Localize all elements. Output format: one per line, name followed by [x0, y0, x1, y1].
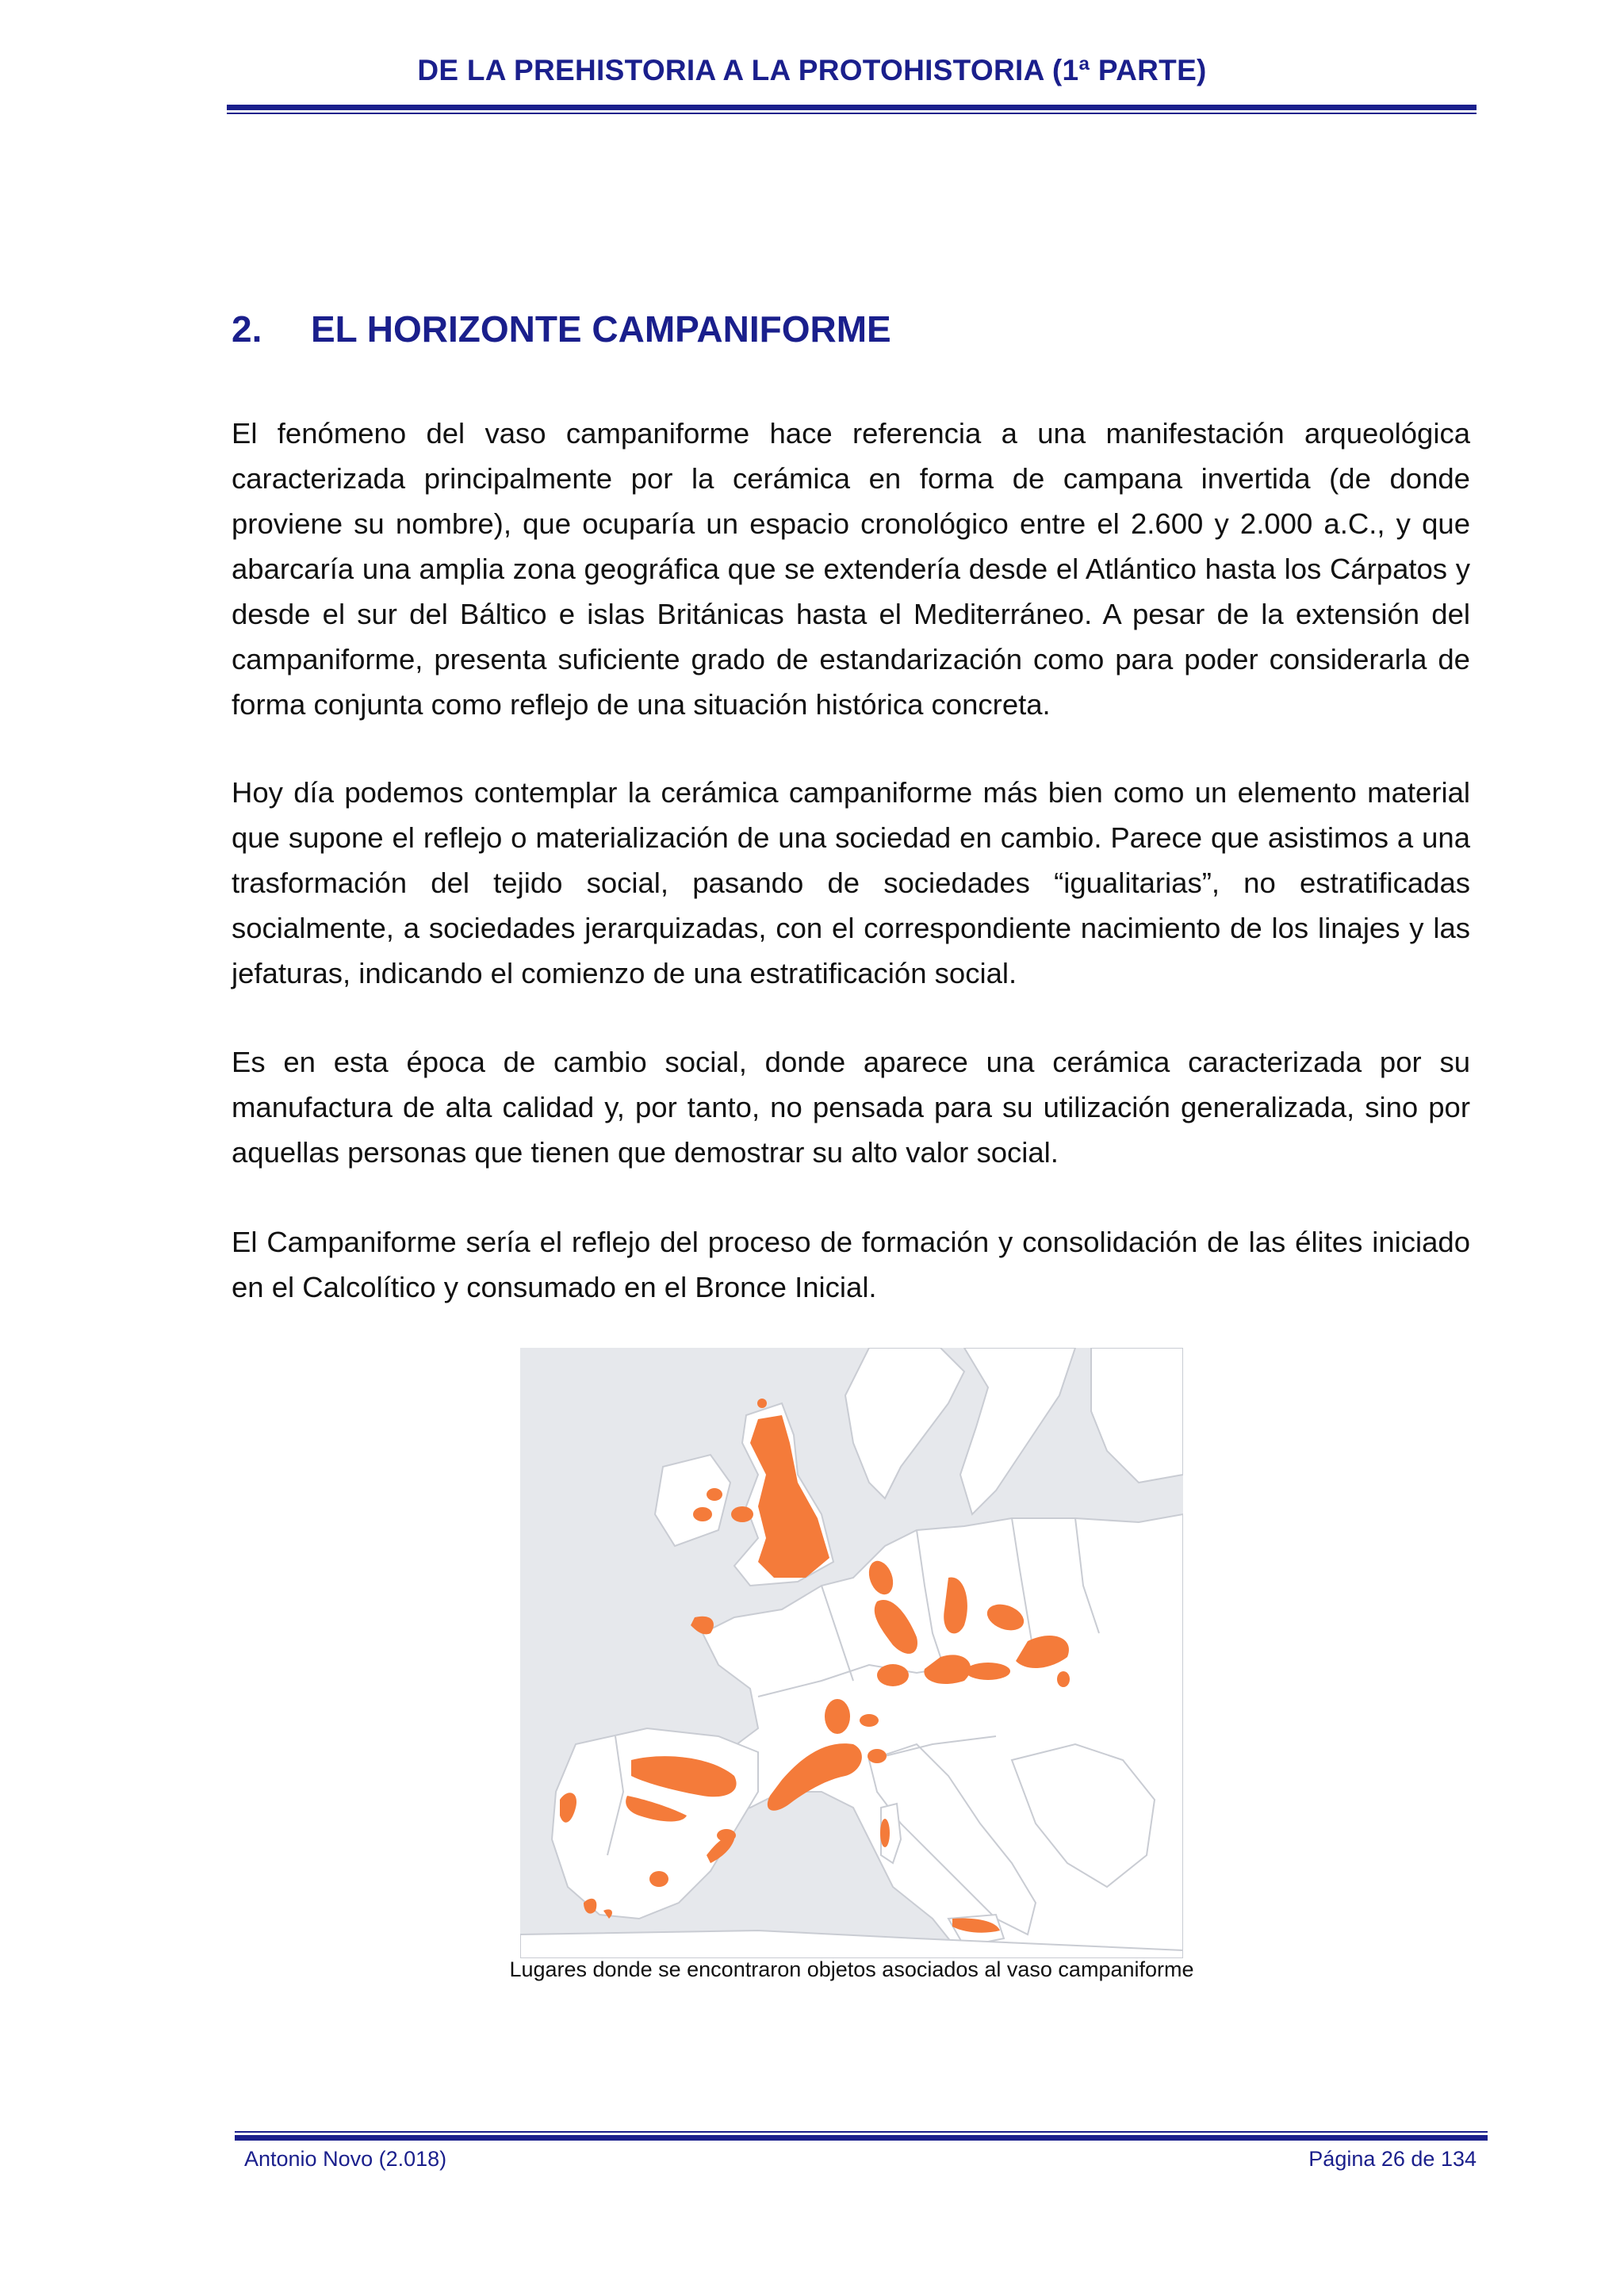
header-divider-thin	[227, 113, 1477, 114]
footer-page-number: Página 26 de 134	[1308, 2147, 1477, 2171]
finding-ireland-3	[731, 1506, 753, 1522]
finding-andalucia	[649, 1871, 668, 1887]
section-heading	[232, 308, 891, 350]
section-title: EL HORIZONTE CAMPANIFORME	[311, 308, 891, 350]
finding-rhone	[860, 1714, 879, 1727]
footer-author: Antonio Novo (2.018)	[244, 2147, 447, 2171]
finding-upper-rhine	[877, 1664, 909, 1686]
footer-divider	[235, 2135, 1488, 2141]
paragraph-3: Es en esta época de cambio social, donde aparece una cerámica caracterizada por su manufactura de alta calidad y, por tanto, no pensada para su utilización generalizada, sino por aquellas personas que tienen que demostrar su alto valor social.	[232, 1046, 1470, 1169]
header-divider	[227, 105, 1477, 110]
finding-north-scotland	[757, 1399, 767, 1408]
bell-beaker-map	[520, 1348, 1183, 1958]
finding-ireland-1	[707, 1488, 722, 1501]
finding-central-france	[825, 1699, 850, 1734]
europe-map-graphic	[520, 1348, 1183, 1958]
finding-sardinia	[880, 1819, 890, 1847]
paragraph-4: El Campaniforme sería el reflejo del proceso de formación y consolidación de las élites iniciado en el Calcolítico y consumado en el Bronce Inicial.	[232, 1226, 1470, 1303]
footer-divider-thin	[235, 2131, 1488, 2133]
paragraph-2: Hoy día podemos contemplar la cerámica campaniforme más bien como un elemento material que supone el reflejo o materialización de una sociedad en cambio. Parece que asistimos a una trasformación del tejido social, pasando de sociedades “igualitarias”, no estratificadas socialmente, a sociedades jerarquizadas, con el correspondiente nacimiento de los linajes y las jefaturas, indicando el comienzo de una estratificación social.	[232, 776, 1470, 989]
finding-danube	[966, 1663, 1010, 1680]
finding-hungary-2	[1057, 1671, 1070, 1687]
section-number: 2.	[232, 308, 262, 350]
page-header-title: DE LA PREHISTORIA A LA PROTOHISTORIA (1ª PARTE)	[417, 54, 1207, 86]
figure-caption: Lugares donde se encontraron objetos asociados al vaso campaniforme	[509, 1957, 1194, 1981]
finding-provence	[868, 1749, 887, 1763]
paragraph-1: El fenómeno del vaso campaniforme hace referencia a una manifestación arqueológica caracterizada principalmente por la cerámica en forma de campana invertida (de donde proviene su nombre), que ocuparía un espacio cronológico entre el 2.600 y 2.000 a.C., y que abarcaría una amplia zona geográfica que se extendería desde el Atlántico hasta los Cárpatos y desde el sur del Báltico e islas Británicas hasta el Mediterráneo. A pesar de la extensión del campaniforme, presenta suficiente grado de estandarización como para poder considerarla de forma conjunta como reflejo de una situación histórica concreta.	[232, 417, 1470, 721]
finding-ireland-2	[693, 1507, 712, 1521]
